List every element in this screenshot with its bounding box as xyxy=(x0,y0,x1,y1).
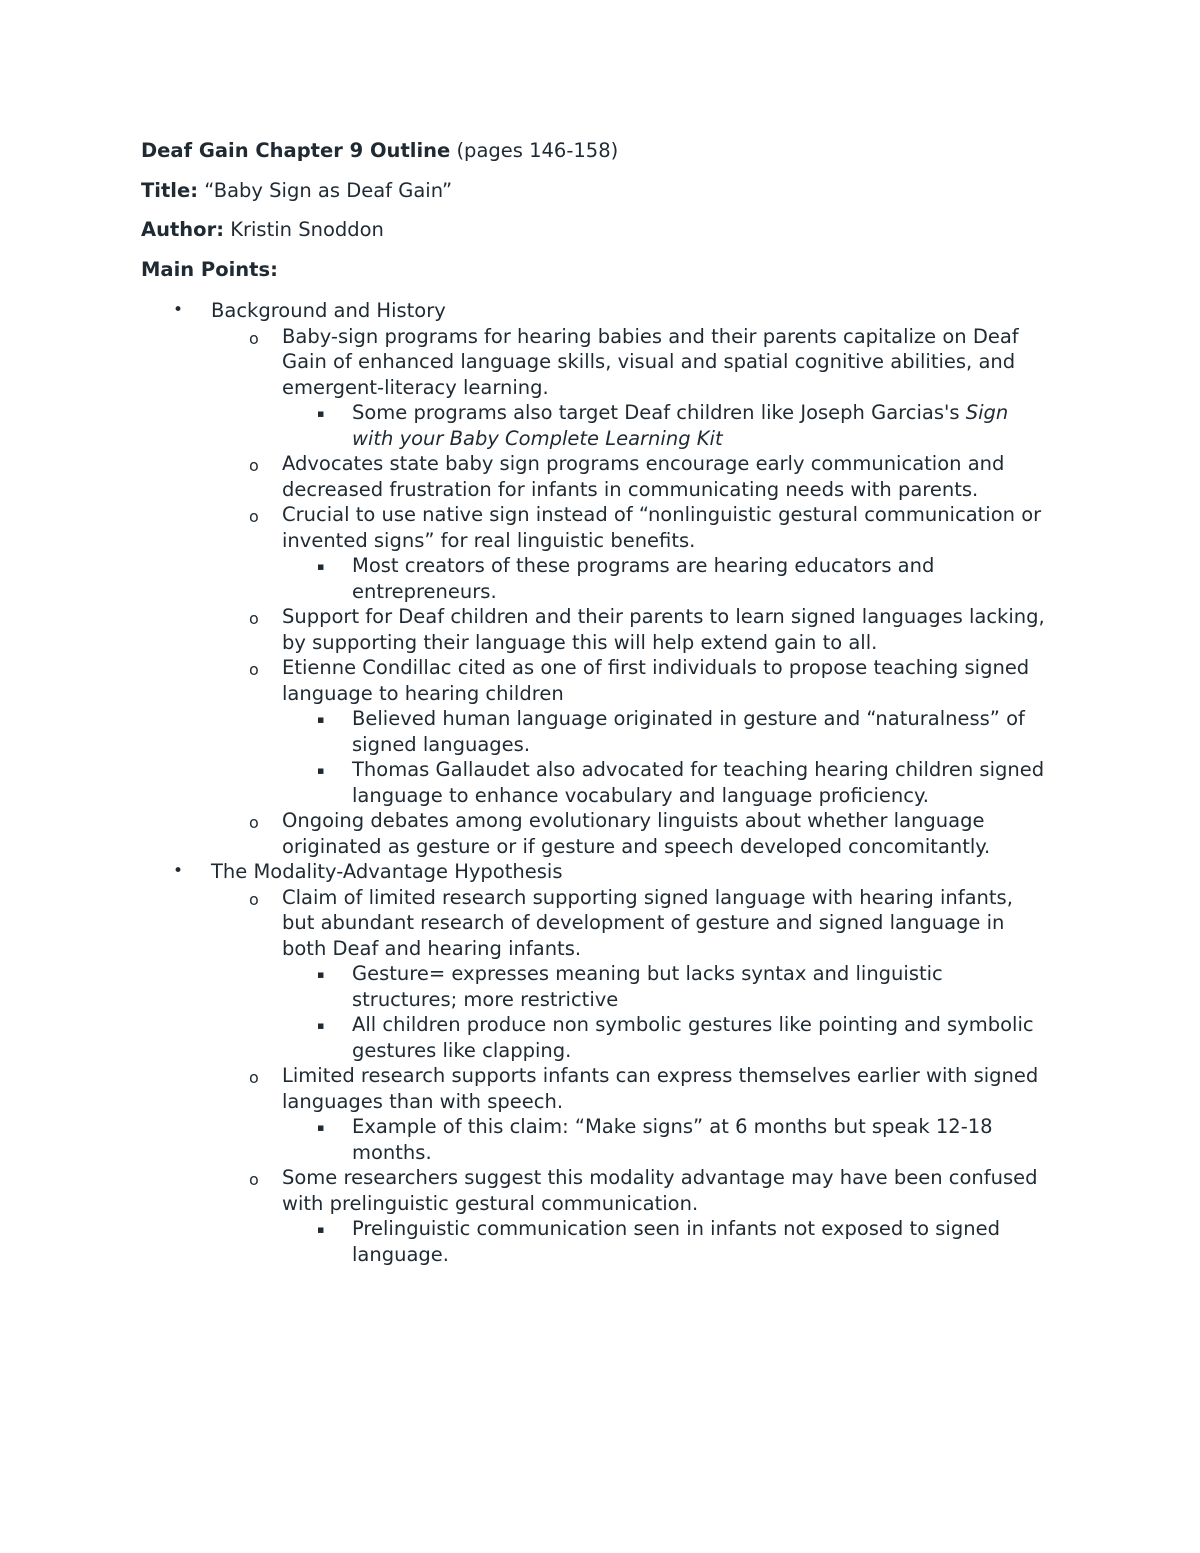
point-item-text: Ongoing debates among evolutionary linguists about whether language originated as gesture or if gesture and speech developed concomitantly. xyxy=(282,809,991,858)
point-item xyxy=(141,808,1051,859)
point-item-text: Etienne Condillac cited as one of first individuals to propose teaching signed language to hearing children xyxy=(282,656,1030,705)
bullet-marker: ▪ xyxy=(317,1121,325,1134)
author-value: Kristin Snoddon xyxy=(230,218,384,241)
point-item xyxy=(141,1165,1051,1216)
section-item xyxy=(141,859,1051,885)
point-item xyxy=(141,502,1051,553)
section-item xyxy=(141,298,1051,324)
bullet-marker: ▪ xyxy=(317,968,325,981)
point-item xyxy=(141,655,1051,706)
point-item-text: Limited research supports infants can express themselves earlier with signed languages than with speech. xyxy=(282,1064,1039,1113)
bullet-marker: ▪ xyxy=(317,407,325,420)
bullet-marker: o xyxy=(249,813,259,832)
section-item-text: The Modality-Advantage Hypothesis xyxy=(211,860,563,883)
point-item xyxy=(141,1063,1051,1114)
bullet-marker: o xyxy=(249,1170,259,1189)
point-item-text: Support for Deaf children and their parents to learn signed languages lacking, by supporting their language this will help extend gain to all. xyxy=(282,605,1045,654)
point-item xyxy=(141,885,1051,962)
subpoint-item-text: Example of this claim: “Make signs” at 6 months but speak 12-18 months. xyxy=(352,1115,993,1164)
subpoint-item xyxy=(141,553,1051,604)
bullet-marker: • xyxy=(173,300,184,320)
subpoint-item-text: Believed human language originated in gesture and “naturalness” of signed languages. xyxy=(352,707,1025,756)
outline-list xyxy=(141,298,1051,1267)
bullet-marker: o xyxy=(249,507,259,526)
subpoint-item-text: Some programs also target Deaf children like Joseph Garcias's xyxy=(352,401,966,424)
section-item-text: Background and History xyxy=(211,299,446,322)
author-line xyxy=(141,217,1051,243)
point-item-text: Claim of limited research supporting signed language with hearing infants, but abundant research of development of gesture and signed language in both Deaf and hearing infants. xyxy=(282,885,1013,960)
point-item-text: Some researchers suggest this modality advantage may have been confused with prelinguistic gestural communication. xyxy=(282,1166,1038,1215)
subpoint-item-text: Prelinguistic communication seen in infants not exposed to signed language. xyxy=(352,1217,1000,1266)
subpoint-item-text: Thomas Gallaudet also advocated for teaching hearing children signed language to enhance vocabulary and language proficiency. xyxy=(352,758,1045,807)
bullet-marker: o xyxy=(249,456,259,475)
title-label: Title: xyxy=(141,178,199,202)
point-item-text: Advocates state baby sign programs encourage early communication and decreased frustration for infants in communicating needs with parents. xyxy=(282,452,1005,501)
point-item xyxy=(141,451,1051,502)
bullet-marker: ▪ xyxy=(317,1019,325,1032)
subpoint-item xyxy=(141,1012,1051,1063)
title-value: “Baby Sign as Deaf Gain” xyxy=(204,178,453,202)
book-title: Sign with your Baby Complete Learning Kit xyxy=(352,401,1009,450)
bullet-marker: ▪ xyxy=(317,560,325,573)
subpoint-item xyxy=(141,1216,1051,1267)
point-item-text: Baby-sign programs for hearing babies and their parents capitalize on Deaf Gain of enhanced language skills, visual and spatial cognitive abilities, and emergent-literacy learning. xyxy=(282,324,1019,399)
bullet-marker: ▪ xyxy=(317,713,325,726)
bullet-marker: ▪ xyxy=(317,764,325,777)
heading-title: Deaf Gain Chapter 9 Outline xyxy=(141,139,451,162)
bullet-marker: o xyxy=(249,328,259,348)
point-item-text: Crucial to use native sign instead of “nonlinguistic gestural communication or invented signs” for real linguistic benefits. xyxy=(282,503,1042,552)
point-item xyxy=(141,324,1051,401)
subpoint-item xyxy=(141,1114,1051,1165)
heading-pages: (pages 146-158) xyxy=(456,139,619,162)
bullet-marker: o xyxy=(249,660,259,679)
subpoint-item-text: Gesture= expresses meaning but lacks syntax and linguistic structures; more restrictive xyxy=(352,962,943,1011)
outline-content xyxy=(141,138,1051,1267)
bullet-marker: o xyxy=(249,889,259,909)
subpoint-item-text: All children produce non symbolic gestures like pointing and symbolic gestures like clapping. xyxy=(352,1013,1034,1062)
subpoint-item xyxy=(141,757,1051,808)
title-line xyxy=(141,178,1051,204)
subpoint-item-text: Most creators of these programs are hearing educators and entrepreneurs. xyxy=(352,554,935,603)
subpoint-item xyxy=(141,706,1051,757)
bullet-marker: o xyxy=(249,609,259,628)
document-heading xyxy=(141,138,1051,164)
bullet-marker: • xyxy=(173,861,184,881)
subpoint-item xyxy=(141,961,1051,1012)
author-label: Author: xyxy=(141,218,224,241)
point-item xyxy=(141,604,1051,655)
bullet-marker: ▪ xyxy=(317,1223,325,1236)
main-points-label: Main Points: xyxy=(141,257,278,281)
subpoint-item xyxy=(141,400,1051,451)
bullet-marker: o xyxy=(249,1068,259,1087)
